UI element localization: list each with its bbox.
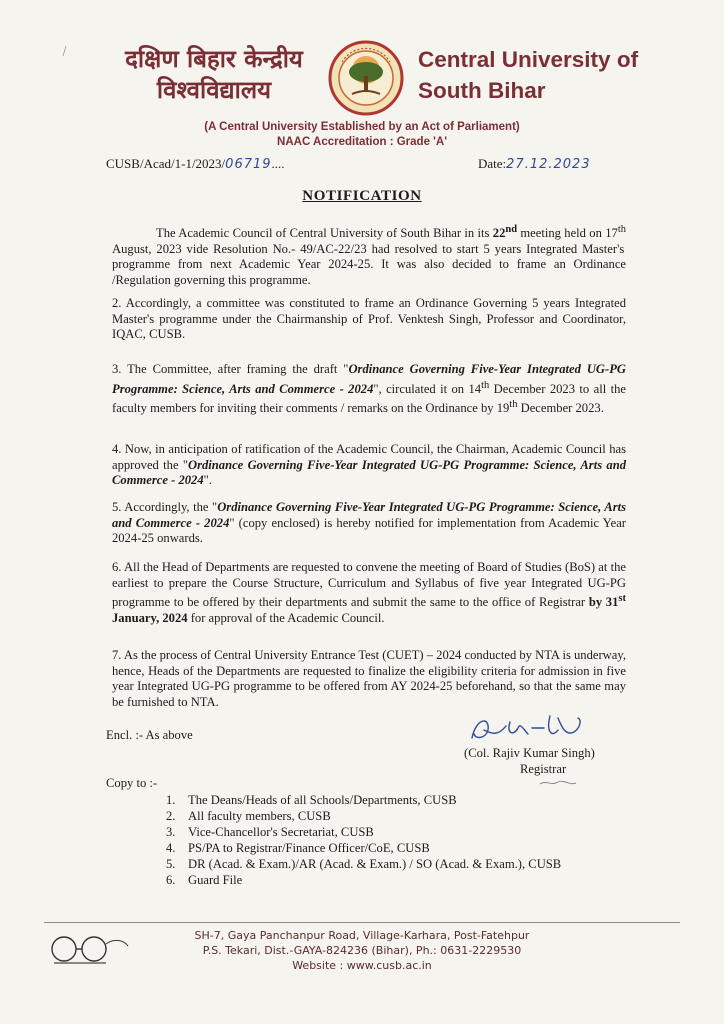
p4-text-a: 4. Now, in anticipation of ratification of the Academic Council, the Chairman, Academic Council has approved the ": [112, 442, 626, 472]
list-item-text: Vice-Chancellor's Secretariat, CUSB: [188, 825, 374, 839]
p3-ordinance-title: Ordinance Governing Five-Year Integrated UG-PG Programme: Science, Arts and Commerce - 2024: [112, 362, 627, 396]
p3-text-e: December 2023 to all the faculty members for inviting their comments / remarks on the Ordinance by 19: [112, 381, 626, 416]
list-item: [166, 824, 561, 840]
list-item: [166, 792, 561, 808]
p2-text: 2. Accordingly, a committee was constituted to frame an Ordinance Governing 5 years Integrated Master's programme under the Chairmanship of Prof. Venktesh Singh, Professor and Coordinator, IQAC, CUSB.: [112, 296, 626, 341]
university-name-english-line1: Central University of: [418, 47, 639, 72]
p6-deadline-date: January, 2024: [112, 610, 188, 625]
p6-deadline-by: by 31: [588, 595, 619, 610]
university-name-english-line2: South Bihar: [418, 78, 546, 103]
reference-prefix: CUSB/Acad/1-1/2023/: [106, 156, 226, 171]
paragraph-2: [112, 296, 626, 343]
list-item-text: Guard File: [188, 873, 243, 887]
footer-address-line1: SH-7, Gaya Panchanpur Road, Village-Karhara, Post-Fatehpur: [194, 929, 530, 942]
date-label: Date:: [478, 156, 507, 171]
document-title: [0, 188, 724, 205]
list-item-number: 1.: [166, 793, 176, 807]
p1-text-d: meeting held on 17: [517, 226, 618, 241]
document-date: [478, 156, 591, 172]
reference-handwritten-number: 06719: [225, 157, 272, 172]
p1-sup-nd: nd: [505, 224, 518, 235]
header-subtitle: [0, 120, 724, 150]
footer-divider: [44, 922, 680, 923]
p5-text-a: 5. Accordingly, the ": [112, 500, 218, 514]
p5-ordinance-title: Ordinance Governing Five-Year Integrated UG-PG Programme: Science, Arts and Commerce - 2024: [112, 500, 626, 530]
paragraph-7: [112, 648, 626, 710]
university-seal-icon: [328, 40, 404, 116]
p6-sup-st: st: [618, 593, 626, 604]
p4-ordinance-title: Ordinance Governing Five-Year Integrated UG-PG Programme: Science, Arts and Commerce - 2024: [112, 457, 626, 487]
p3-text-g: December 2023.: [517, 401, 604, 416]
p4-text-c: ".: [203, 473, 212, 487]
p1-sup-th: th: [617, 224, 626, 235]
p1-meeting-number: 22: [492, 226, 506, 241]
university-name-hindi: [94, 44, 334, 106]
registrar-signature: [462, 708, 612, 750]
office-stamp-mark: [538, 778, 578, 788]
enclosure-note: Encl. :- As above: [106, 728, 193, 742]
footer-address-line2: P.S. Tekari, Dist.-GAYA-824236 (Bihar), Ph.: 0631-2229530: [202, 944, 522, 957]
copy-to-heading: Copy to :-: [106, 776, 158, 790]
list-item-number: 5.: [166, 857, 176, 871]
signatory-name: (Col. Rajiv Kumar Singh): [464, 746, 595, 760]
p3-sup-th-2: th: [509, 399, 518, 411]
list-item-text: All faculty members, CUSB: [188, 809, 331, 823]
signatory-designation: Registrar: [520, 762, 567, 776]
p1-text-a: The Academic Council of Central University of South Bihar in its: [156, 226, 493, 241]
footer-website: Website : www.cusb.ac.in: [292, 959, 432, 972]
p7-text: 7. As the process of Central University Entrance Test (CUET) – 2024 conducted by NTA is underway, hence, Heads of the Departments are requested to finalize the eligibility criteria for admission in five year Integrated UG-PG programme to be offered from AY 2024-25 beforehand, so that the same may be furnished to NTA.: [112, 648, 626, 709]
p6-text-a: 6. All the Head of Departments are requested to convene the meeting of Board of Studies (BoS) at the earliest to prepare the Course Structure, Curriculum and Syllabus of five year Integrated UG-PG programme to be offered by their departments and submit the same to the office of Registrar: [112, 560, 626, 610]
list-item-text: DR (Acad. & Exam.)/AR (Acad. & Exam.) / SO (Acad. & Exam.), CUSB: [188, 857, 562, 871]
footer-address: [0, 928, 724, 973]
list-item-number: 3.: [166, 825, 176, 839]
university-name-english: [418, 44, 648, 106]
notification-heading: NOTIFICATION: [302, 188, 422, 204]
list-item-text: PS/PA to Registrar/Finance Officer/CoE, CUSB: [188, 841, 430, 855]
list-item-text: The Deans/Heads of all Schools/Departments, CUSB: [188, 793, 457, 807]
paragraph-6: [112, 560, 626, 626]
reference-number: [106, 156, 285, 172]
p1-text-f: August, 2023 vide Resolution No.- 49/AC-22/23 had resolved to start 5 years Integrated Master's programme from next Academic Year 2024-25. It was also decided to frame an Ordinance /Regulation governing this programme.: [112, 241, 626, 287]
university-name-hindi-line1: दक्षिण बिहार केन्द्रीय: [125, 45, 303, 73]
list-item: [166, 840, 561, 856]
paragraph-5: [112, 500, 626, 547]
list-item-number: 2.: [166, 809, 176, 823]
list-item-number: 4.: [166, 841, 176, 855]
p3-sup-th-1: th: [481, 379, 490, 391]
list-item: [166, 872, 561, 888]
accreditation-line: NAAC Accreditation : Grade 'A': [277, 136, 447, 148]
paragraph-4: [112, 442, 626, 489]
university-name-hindi-line2: विश्वविद्यालय: [156, 76, 272, 104]
establishment-line: (A Central University Established by an Act of Parliament): [204, 121, 520, 133]
list-item: [166, 856, 561, 872]
p6-text-e: for approval of the Academic Council.: [187, 610, 385, 625]
list-item: [166, 808, 561, 824]
paragraph-3: [112, 362, 626, 417]
copy-to-list: [166, 792, 561, 888]
p5-text-c: " (copy enclosed) is hereby notified for implementation from Academic Year 2024-25 onwards.: [112, 515, 626, 545]
p3-text-a: 3. The Committee, after framing the draft ": [112, 362, 349, 376]
p3-text-c: ", circulated it on 14: [373, 381, 482, 396]
date-handwritten-value: 27.12.2023: [506, 157, 591, 172]
reference-suffix: ....: [271, 156, 285, 171]
margin-mark: [62, 46, 68, 56]
paragraph-1: [112, 222, 626, 288]
list-item-number: 6.: [166, 873, 176, 887]
